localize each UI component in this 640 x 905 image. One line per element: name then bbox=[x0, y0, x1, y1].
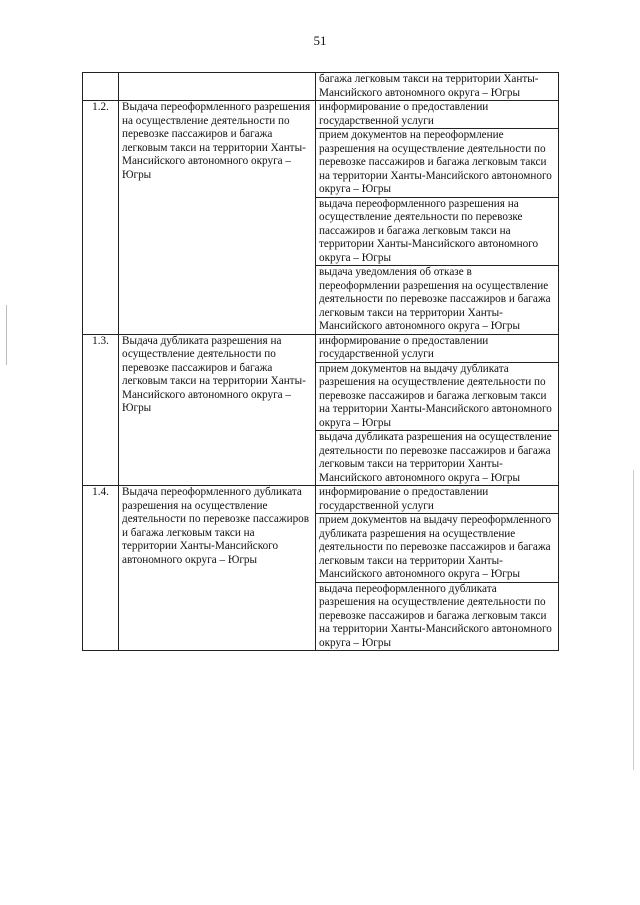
service-name-cell: Выдача дубликата разрешения на осуществление деятельности по перевозке пассажиров и багажа легковым такси на территории Ханты-Мансийского автономного округа – Югры bbox=[119, 334, 316, 486]
scan-edge-mark bbox=[6, 305, 7, 365]
action-cell: информирование о предоставлении государственной услуги bbox=[316, 486, 559, 514]
action-cell: прием документов на переоформление разрешения на осуществление деятельности по перевозке пассажиров и багажа легковым такси на территории Ханты-Мансийского автономного округа – Югры bbox=[316, 129, 559, 198]
action-cell: выдача уведомления об отказе в переоформлении разрешения на осуществление деятельности по перевозке пассажиров и багажа легковым такси на территории Ханты-Мансийского автономного округа – Югры bbox=[316, 266, 559, 335]
table-row bbox=[83, 486, 559, 514]
page-number: 51 bbox=[313, 33, 327, 48]
action-cell: выдача переоформленного разрешения на осуществление деятельности по перевозке пассажиров и багажа легковым такси на территории Ханты-Мансийского автономного округа – Югры bbox=[316, 197, 559, 266]
services-table bbox=[82, 72, 559, 651]
scan-edge-mark bbox=[633, 470, 634, 770]
services-table-body bbox=[83, 73, 559, 651]
action-cell: выдача дубликата разрешения на осуществление деятельности по перевозке пассажиров и багажа легковым такси на территории Ханты-Мансийского автономного округа – Югры bbox=[316, 431, 559, 486]
table-row bbox=[83, 101, 559, 129]
action-cell: информирование о предоставлении государственной услуги bbox=[316, 101, 559, 129]
row-number-cell: 1.2. bbox=[83, 101, 119, 335]
action-cell: прием документов на выдачу дубликата разрешения на осуществление деятельности по перевозке пассажиров и багажа легковым такси на территории Ханты-Мансийского автономного округа – Югры bbox=[316, 362, 559, 431]
table-row bbox=[83, 334, 559, 362]
service-name-cell: Выдача переоформленного дубликата разрешения на осуществление деятельности по перевозке пассажиров и багажа легковым такси на территории Ханты-Мансийского автономного округа – Югры bbox=[119, 486, 316, 651]
row-number-cell: 1.4. bbox=[83, 486, 119, 651]
row-number-cell bbox=[83, 73, 119, 101]
table-row bbox=[83, 73, 559, 101]
action-cell: выдача переоформленного дубликата разрешения на осуществление деятельности по перевозке пассажиров и багажа легковым такси на территории Ханты-Мансийского автономного округа – Югры bbox=[316, 582, 559, 651]
service-name-cell: Выдача переоформленного разрешения на осуществление деятельности по перевозке пассажиров и багажа легковым такси на территории Ханты-Мансийского автономного округа – Югры bbox=[119, 101, 316, 335]
action-cell: информирование о предоставлении государственной услуги bbox=[316, 334, 559, 362]
action-cell: прием документов на выдачу переоформленного дубликата разрешения на осуществление деятельности по перевозке пассажиров и багажа легковым такси на территории Ханты-Мансийского автономного округа – Югры bbox=[316, 514, 559, 583]
service-name-cell bbox=[119, 73, 316, 101]
action-cell: багажа легковым такси на территории Ханты-Мансийского автономного округа – Югры bbox=[316, 73, 559, 101]
row-number-cell: 1.3. bbox=[83, 334, 119, 486]
